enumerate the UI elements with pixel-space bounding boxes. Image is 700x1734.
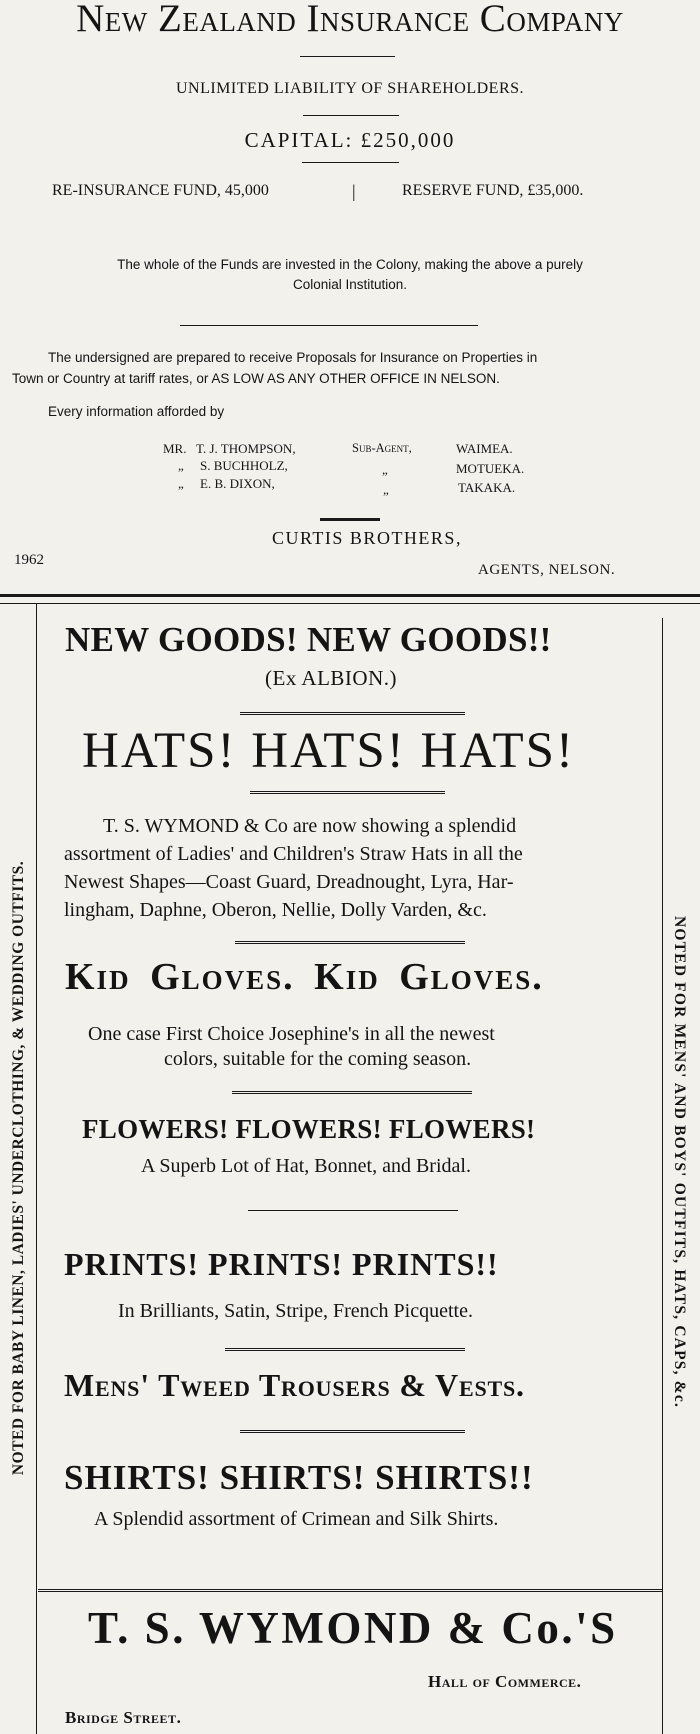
hats-heading: HATS! HATS! HATS! xyxy=(82,723,576,779)
agent-place: WAIMEA. xyxy=(456,441,513,456)
agents-rule xyxy=(320,518,380,521)
ex-albion: (Ex ALBION.) xyxy=(265,666,397,690)
hall-of-commerce: Hall of Commerce. xyxy=(428,1672,582,1691)
capital-rule xyxy=(302,162,399,163)
funds-statement-line1: The whole of the Funds are invested in the Colony, making the above a purely xyxy=(117,257,583,272)
agent-prefix: „ xyxy=(178,458,184,473)
gloves-heading: Kid Gloves. Kid Gloves. xyxy=(65,956,544,998)
hats-text-line: lingham, Daphne, Oberon, Nellie, Dolly Varden, &c. xyxy=(64,899,487,921)
right-side-banner: NOTED FOR MENS' AND BOYS' OUTFITS, HATS, CAPS, &c. xyxy=(671,915,688,1409)
capital-line: CAPITAL: £250,000 xyxy=(244,128,456,152)
left-side-banner: NOTED FOR BABY LINEN, LADIES' UNDERCLOTHING, & WEDDING OUTFITS. xyxy=(10,860,27,1476)
bridge-street: Bridge Street. xyxy=(65,1708,182,1727)
rule-3 xyxy=(235,941,465,947)
prints-text: In Brilliants, Satin, Stripe, French Picquette. xyxy=(118,1300,473,1322)
information-line: Every information afforded by xyxy=(48,404,225,419)
agent-role: Sub-Agent, xyxy=(352,441,412,455)
signature-sub: AGENTS, NELSON. xyxy=(478,562,616,578)
fund-separator: | xyxy=(352,181,356,201)
prints-heading: PRINTS! PRINTS! PRINTS!! xyxy=(64,1246,499,1282)
agent-name: E. B. DIXON, xyxy=(200,476,275,491)
shirts-heading: SHIRTS! SHIRTS! SHIRTS!! xyxy=(64,1458,534,1497)
reserve-fund: RESERVE FUND, £35,000. xyxy=(402,182,584,199)
rule-6 xyxy=(225,1348,465,1354)
agent-name: T. J. THOMPSON, xyxy=(196,441,296,456)
company-title: New Zealand Insurance Company xyxy=(76,0,624,40)
shirts-text: A Splendid assortment of Crimean and Silk Shirts. xyxy=(94,1508,499,1530)
rule-5 xyxy=(248,1210,458,1211)
agent-role: „ xyxy=(383,482,389,497)
reinsurance-fund: RE-INSURANCE FUND, 45,000 xyxy=(52,182,269,199)
left-border xyxy=(36,604,37,1734)
agent-place: MOTUEKA. xyxy=(456,461,525,476)
rule-2 xyxy=(250,791,445,797)
proposals-line1: The undersigned are prepared to receive Proposals for Insurance on Properties in xyxy=(48,350,538,365)
agent-prefix: MR. xyxy=(163,441,187,456)
rule-4 xyxy=(232,1091,472,1097)
new-goods-heading: NEW GOODS! NEW GOODS!! xyxy=(65,620,552,659)
proposals-line2: Town or Country at tariff rates, or AS LOW AS ANY OTHER OFFICE IN NELSON. xyxy=(12,371,500,386)
hats-text-line: Newest Shapes—Coast Guard, Dreadnought, Lyra, Har- xyxy=(64,871,514,893)
right-border xyxy=(662,618,663,1734)
rule-7 xyxy=(240,1430,465,1436)
gloves-text-line: colors, suitable for the coming season. xyxy=(164,1048,472,1070)
agent-role: „ xyxy=(382,462,388,477)
funds-statement-line2: Colonial Institution. xyxy=(292,277,408,292)
hats-text-line: T. S. WYMOND & Co are now showing a splendid xyxy=(103,815,517,837)
liability-rule xyxy=(303,115,399,116)
firm-name: T. S. WYMOND & Co.'S xyxy=(88,1603,618,1653)
section-divider xyxy=(0,594,700,597)
gloves-text-line: One case First Choice Josephine's in all the newest xyxy=(88,1023,495,1045)
flowers-text: A Superb Lot of Hat, Bonnet, and Bridal. xyxy=(141,1155,471,1177)
rule-1 xyxy=(240,712,465,718)
trousers-heading: Mens' Tweed Trousers & Vests. xyxy=(64,1367,525,1403)
liability-line: UNLIMITED LIABILITY OF SHAREHOLDERS. xyxy=(175,80,525,97)
funds-rule xyxy=(180,325,478,326)
agent-name: S. BUCHHOLZ, xyxy=(200,458,288,473)
signature: CURTIS BROTHERS, xyxy=(272,528,462,548)
rule-8 xyxy=(38,1589,662,1595)
flowers-heading: FLOWERS! FLOWERS! FLOWERS! xyxy=(82,1114,536,1144)
ad-number: 1962 xyxy=(14,552,44,568)
section-divider-inner xyxy=(0,603,700,604)
title-rule xyxy=(300,56,395,57)
agent-prefix: „ xyxy=(178,476,184,491)
hats-text-line: assortment of Ladies' and Children's Straw Hats in all the xyxy=(64,843,523,865)
agent-place: TAKAKA. xyxy=(458,480,516,495)
